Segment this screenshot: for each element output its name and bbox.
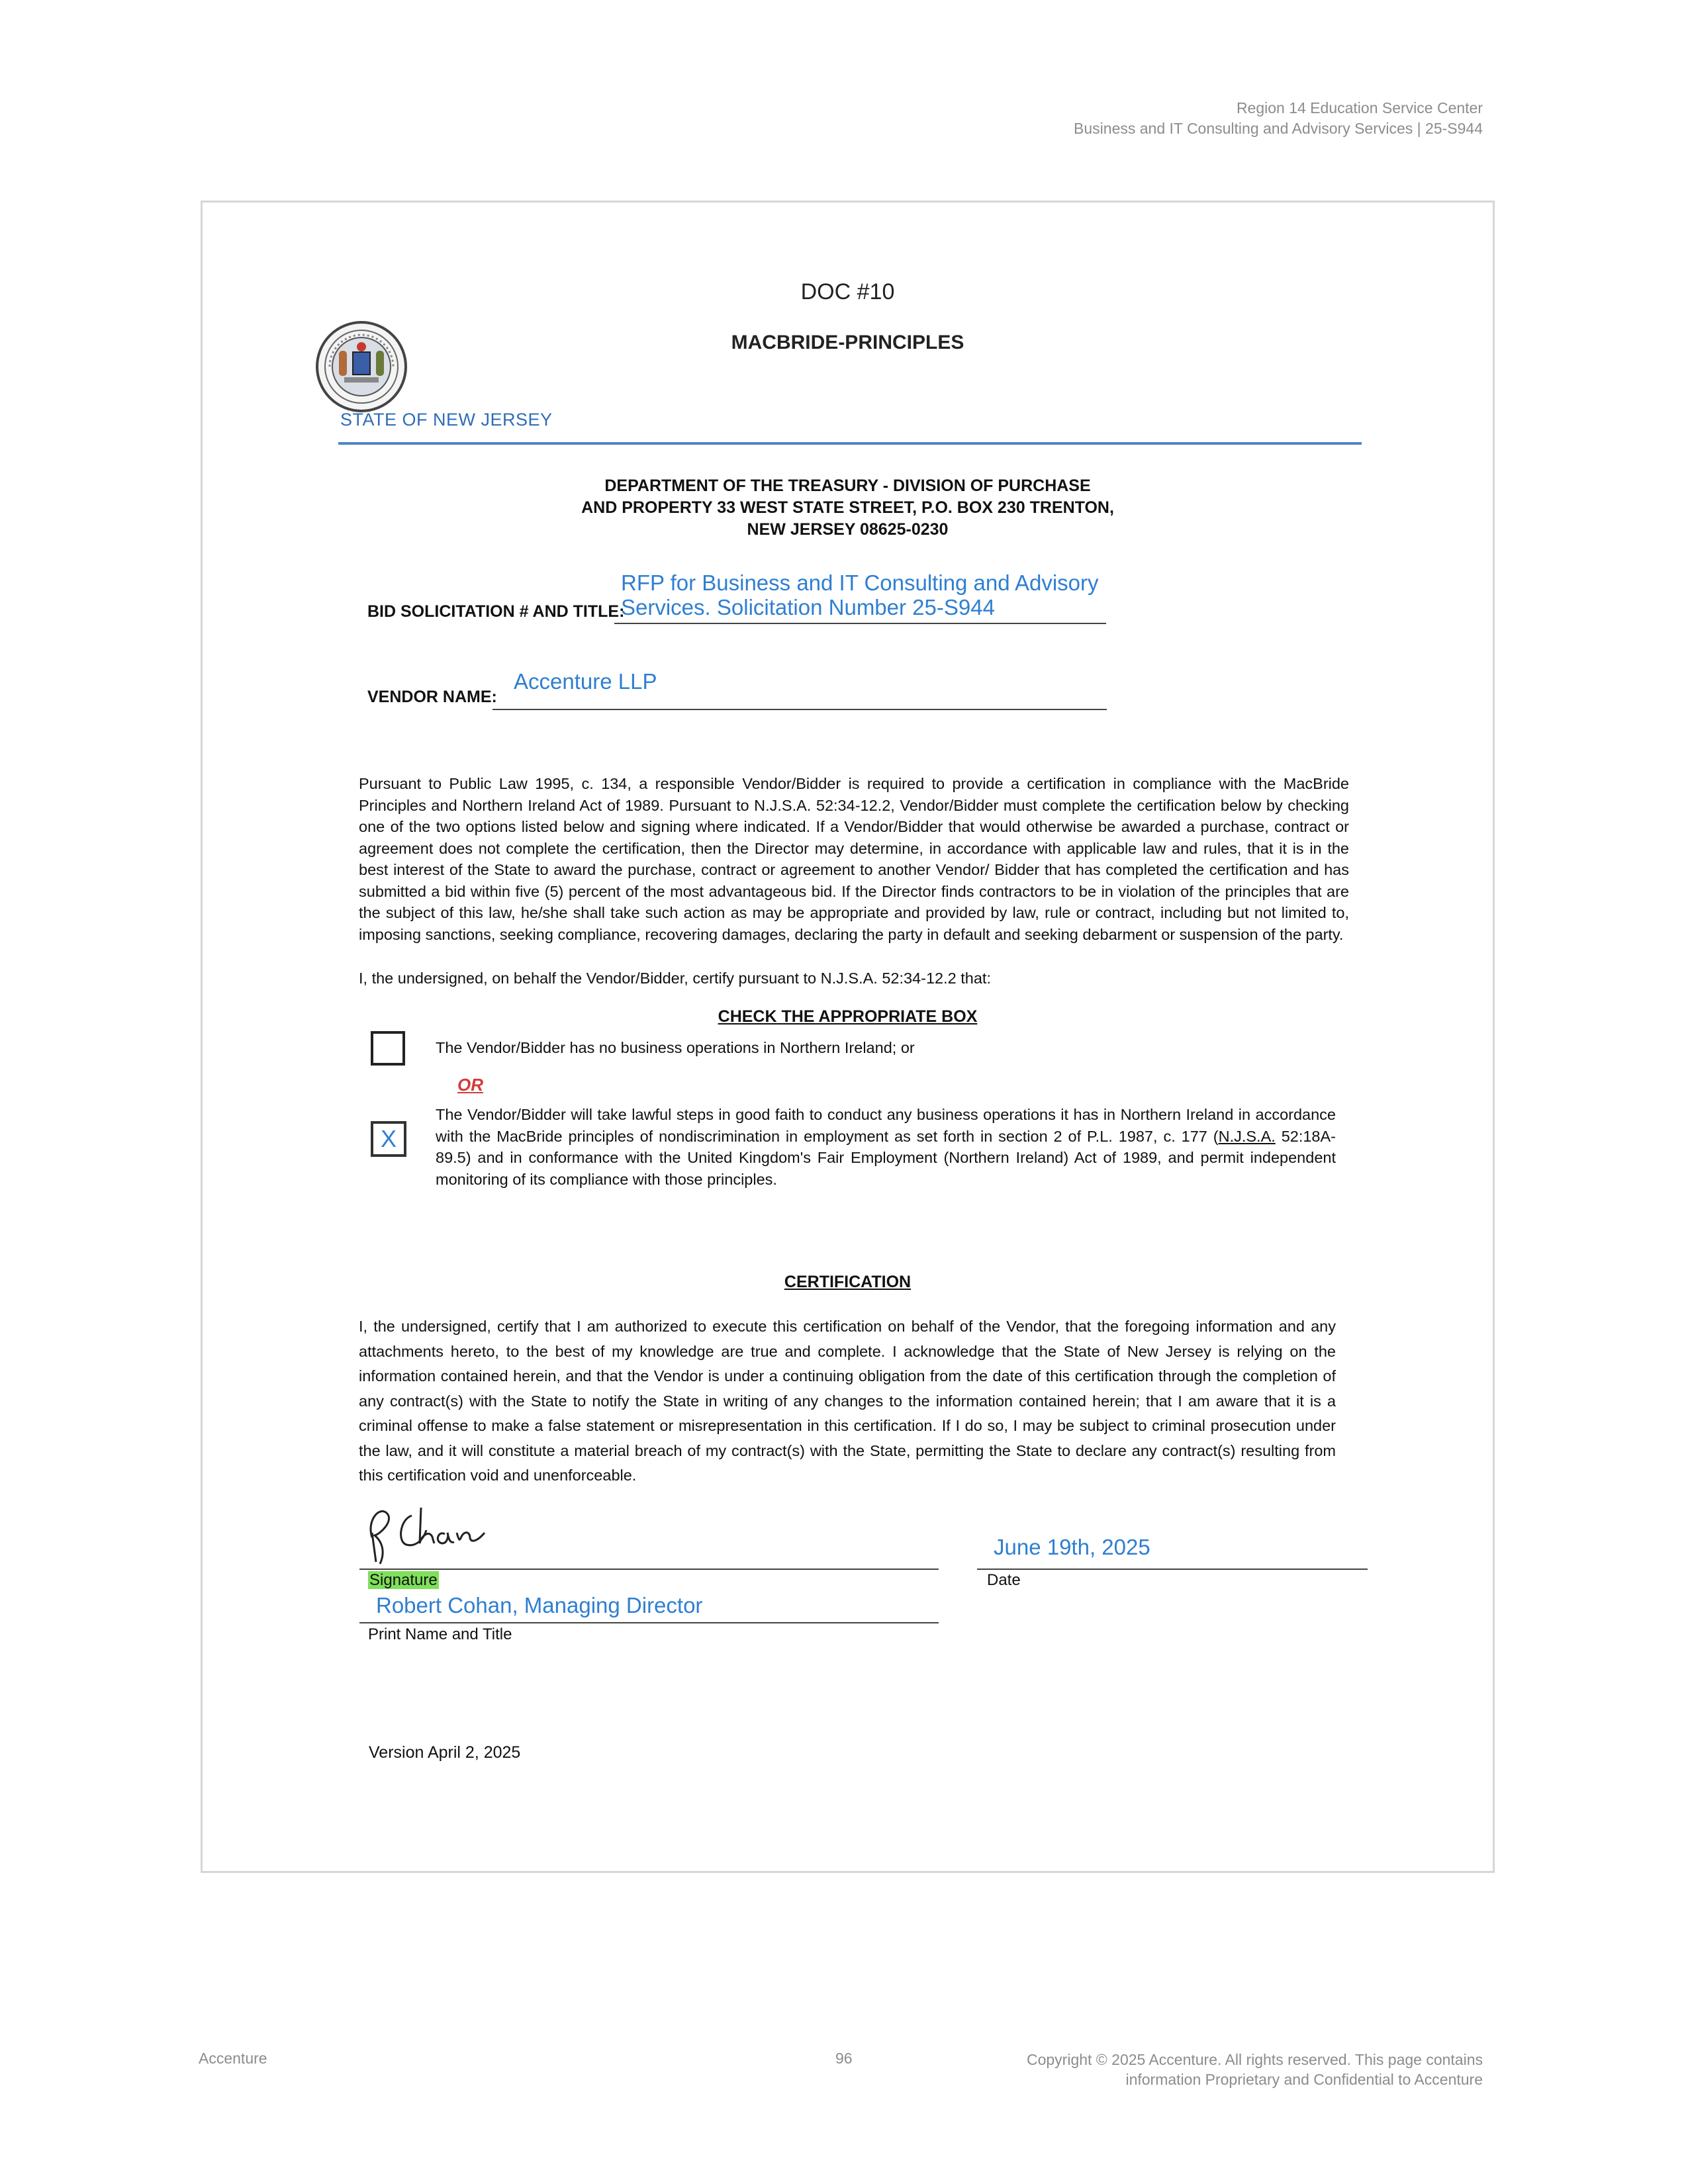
footer-copyright-line-1: Copyright © 2025 Accenture. All rights reserved. This page contains <box>1026 2051 1483 2068</box>
department-address <box>203 475 1493 541</box>
option-no-operations-checkbox[interactable] <box>371 1031 405 1066</box>
department-line-3: NEW JERSEY 08625-0230 <box>747 520 949 539</box>
header-organization: Region 14 Education Service Center <box>1236 99 1483 116</box>
department-line-2: AND PROPERTY 33 WEST STATE STREET, P.O. BOX 230 TRENTON, <box>581 498 1114 517</box>
vendor-name-value[interactable]: Accenture LLP <box>514 669 657 694</box>
bid-solicitation-value-line-1[interactable]: RFP for Business and IT Consulting and Advisory <box>621 570 1099 595</box>
header-divider <box>338 442 1362 445</box>
certification-heading: CERTIFICATION <box>784 1273 912 1291</box>
date-line <box>977 1569 1368 1570</box>
nj-state-seal-icon <box>315 320 408 413</box>
print-name-line <box>359 1622 939 1623</box>
signature-line <box>359 1569 939 1570</box>
doc-number: DOC #10 <box>800 279 895 304</box>
print-name-label: Print Name and Title <box>368 1625 512 1643</box>
print-name-value[interactable]: Robert Cohan, Managing Director <box>376 1593 703 1617</box>
footer-copyright <box>1027 2050 1483 2089</box>
intro-paragraph: Pursuant to Public Law 1995, c. 134, a responsible Vendor/Bidder is required to provide a certification in compliance with the MacBride Principles and Northern Ireland Act of 1989. Pursuant to N.J.S.A. 52:34-12.2, Vendor/Bidder must complete the certification below by checking one of the two options listed below and signing where indicated. If a Vendor/Bidder that would otherwise be awarded a purchase, contract or agreement does not complete the certification, then the Director may determine, in accordance with applicable law and rules, that it is in the best interest of the State to award the purchase, contract or agreement to another Vendor/ Bidder that has completed the certification and has submitted a bid within five (5) percent of the most advantageous bid. If the Director finds contractors to be in violation of the principles that are the subject of this law, he/she shall take such action as may be appropriate and provided by law, rule or contract, including but not limited to, imposing sanctions, seeking compliance, recovering damages, declaring the party in default and seeking debarment or suspension of the party. <box>359 775 1349 943</box>
bid-solicitation-label: BID SOLICITATION # AND TITLE: <box>367 602 625 621</box>
option-2-text-part-b: 52:18A-89.5) and in conformance with the United Kingdom's Fair Employment (Northern Ireland) Act of 1989, and permit independent monitoring of its compliance with those principles. <box>436 1127 1336 1188</box>
department-line-1: DEPARTMENT OF THE TREASURY - DIVISION OF PURCHASE <box>604 477 1091 495</box>
option-macbride-compliance-checkbox[interactable]: X <box>371 1121 406 1157</box>
state-name: STATE OF NEW JERSEY <box>340 410 553 430</box>
form-version: Version April 2, 2025 <box>369 1743 521 1762</box>
option-no-operations-text: The Vendor/Bidder has no business operations in Northern Ireland; or <box>436 1039 915 1056</box>
doc-title: MACBRIDE-PRINCIPLES <box>731 332 964 353</box>
signature-label: Signature <box>369 1571 438 1589</box>
header-project: Business and IT Consulting and Advisory Services | 25-S944 <box>1074 120 1483 137</box>
njsa-reference: N.J.S.A. <box>1218 1127 1276 1145</box>
bid-solicitation-value-line-2[interactable]: Services. Solicitation Number 25-S944 <box>621 595 995 619</box>
certification-paragraph: I, the undersigned, certify that I am authorized to execute this certification on behalf of the Vendor, that the foregoing information and any attachments hereto, to the best of my knowledge are true and complete. I acknowledge that the State of New Jersey is relying on the information contained herein, and that the Vendor is under a continuing obligation from the date of this certification through the completion of any contract(s) with the State to notify the State in writing of any changes to the information contained herein; that I am aware that it is a criminal offense to make a false statement or misrepresentation in this certification. If I do so, I may be subject to criminal prosecution under the law, and it will constitute a material breach of my contract(s) with the State, permitting the State to declare any contract(s) resulting from this certification void and unenforceable. <box>359 1318 1336 1484</box>
certify-statement: I, the undersigned, on behalf the Vendor/Bidder, certify pursuant to N.J.S.A. 52:34-12.2 that: <box>359 970 991 987</box>
page-number: 96 <box>835 2050 853 2067</box>
form-frame <box>201 201 1495 1873</box>
option-macbride-compliance-text <box>436 1104 1336 1190</box>
date-value[interactable]: June 19th, 2025 <box>994 1535 1150 1559</box>
date-label: Date <box>987 1571 1021 1589</box>
vendor-name-underline <box>492 709 1107 710</box>
vendor-name-label: VENDOR NAME: <box>367 688 497 706</box>
check-box-heading: CHECK THE APPROPRIATE BOX <box>718 1007 978 1026</box>
footer-company: Accenture <box>199 2050 267 2067</box>
footer-copyright-line-2: information Proprietary and Confidential to Accenture <box>1125 2071 1483 2088</box>
or-separator: OR <box>457 1075 483 1095</box>
signature-label-wrap <box>368 1571 439 1590</box>
page-header <box>1074 98 1483 139</box>
option-2-text-part-a: The Vendor/Bidder will take lawful steps in good faith to conduct any business operations it has in Northern Ireland in accordance with the MacBride principles of nondiscrimination in employment as set forth in section 2 of P.L. 1987, c. 177 ( <box>436 1106 1336 1145</box>
bid-solicitation-underline <box>614 623 1106 624</box>
handwritten-signature-icon <box>360 1501 512 1567</box>
